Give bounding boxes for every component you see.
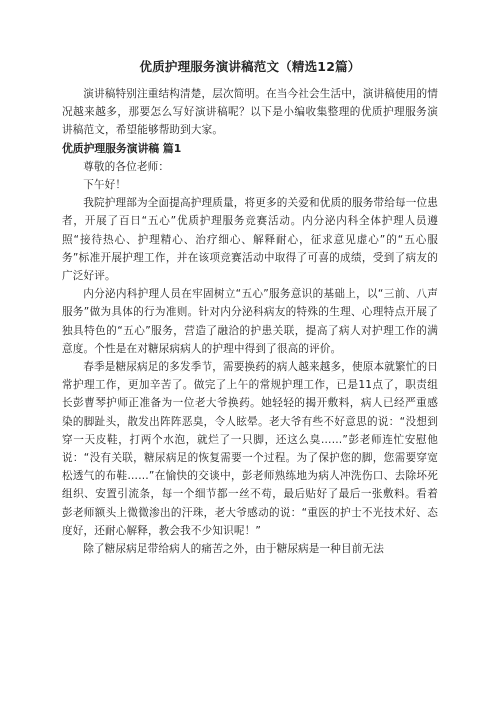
intro-paragraph: 演讲稿特别注重结构清楚，层次简明。在当今社会生活中，演讲稿使用的情况越来越多，那要怎么写好演讲稿呢？以下是小编收集整理的优质护理服务演讲稿范文，希望能够帮助到大家。	[62, 88, 438, 137]
body-paragraph-4: 除了糖尿病足带给病人的痛苦之外，由于糖尿病是一种目前无法	[83, 543, 385, 556]
document-page	[62, 58, 438, 558]
body-paragraph-1: 我院护理部为全面提高护理质量，将更多的关爱和优质的服务带给每一位患者，开展了百日“五心”优质护理服务竞赛活动。内分泌内科全体护理人员遵照“接待热心、护理精心、治疗细心、解释耐心，征求意见虚心”的“五心服务”标准开展护理工作，并在该项竞赛活动中取得了可喜的成绩，受到了病友的广泛好评。	[62, 197, 438, 283]
body-paragraph-2: 内分泌内科护理人员在牢固树立“五心”服务意识的基础上，以“三前、八声服务”做为具体的行为准则。针对内分泌科病友的特殊的生理、心理特点开展了独具特色的“五心”服务，营造了融洽的护患关联，提高了病人对护理工作的满意度。个性是在对糖尿病病人的护理中得到了很高的评价。	[62, 288, 438, 355]
body-paragraph-3: 春季是糖尿病足的多发季节，需要换药的病人越来越多，使原本就繁忙的日常护理工作，更加辛苦了。做完了上午的常规护理工作，已是11点了，职责组长彭曹琴护师正准备为一位老大爷换药。她轻轻的揭开敷料，病人已经严重感染的脚趾头，散发出阵阵恶臭，令人眩晕。老大爷有些不好意思的说：“没想到穿一天皮鞋，打两个水泡，就烂了一只脚，还这么臭……”彭老师连忙安慰他说：“没有关联，糖尿病足的恢复需要一个过程。为了保护您的脚，您需要穿宽松透气的布鞋……”在愉快的交谈中，彭老师熟练地为病人冲洗伤口、去除坏死组织、安置引流条，每一个细节都一丝不苟，最后贴好了最后一张敷料。看着彭老师额头上微微渗出的汗珠，老大爷感动的说：“重医的护士不光技术好、态度好，还耐心解释，教会我不少知识呢！”	[62, 361, 438, 537]
document-title: 优质护理服务演讲稿范文（精选12篇）	[139, 59, 361, 74]
salutation-paragraph: 尊敬的各位老师：	[83, 160, 170, 173]
section-heading: 优质护理服务演讲稿 篇1	[62, 141, 182, 155]
greeting-paragraph: 下午好！	[83, 179, 127, 192]
